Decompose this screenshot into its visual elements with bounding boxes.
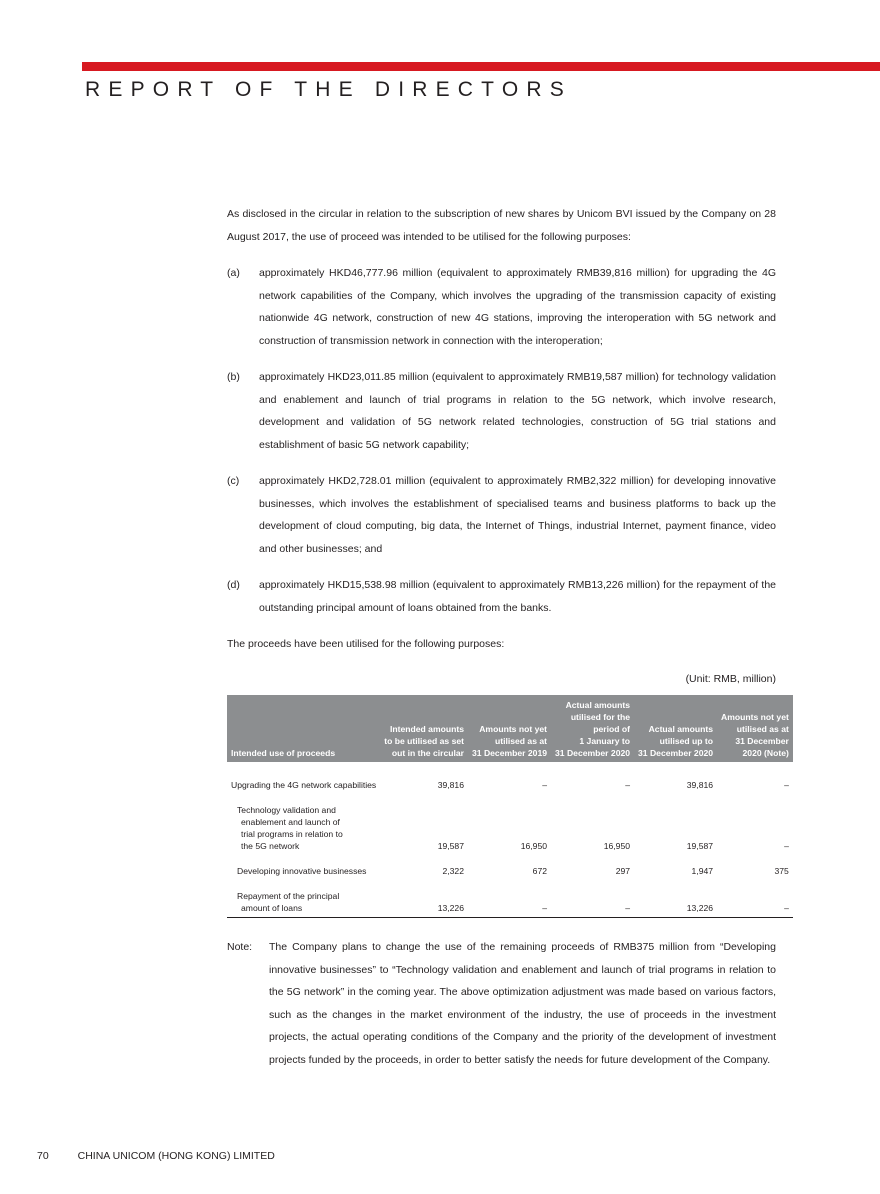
proceeds-table bbox=[227, 695, 793, 918]
purpose-text: approximately HKD15,538.98 million (equivalent to approximately RMB13,226 million) for the repayment of the outstanding principal amount of loans obtained from the banks. bbox=[259, 579, 776, 614]
column-header-not-utilised-2020: Amounts not yet utilised as at 31 December 2020 (Note) bbox=[717, 695, 793, 762]
note-label: Note: bbox=[227, 941, 253, 953]
column-header-utilised-up-to-2020: Actual amounts utilised up to 31 December 2020 bbox=[634, 695, 717, 762]
cell-value: 39,816 bbox=[437, 780, 464, 790]
table-row bbox=[227, 762, 793, 791]
unit-label: (Unit: RMB, million) bbox=[685, 672, 776, 685]
header-accent-bar bbox=[82, 62, 880, 71]
table-row bbox=[227, 852, 793, 877]
cell-value: – bbox=[784, 841, 789, 851]
cell-value: – bbox=[551, 877, 634, 918]
cell-value: 19,587 bbox=[437, 841, 464, 851]
column-header-intended-amounts: Intended amounts to be utilised as set out in the circular bbox=[380, 695, 468, 762]
cell-value: – bbox=[542, 780, 548, 790]
table-row bbox=[227, 877, 793, 918]
row-label: Repayment of the principal amount of loans bbox=[227, 877, 380, 918]
main-content bbox=[227, 203, 789, 1071]
note-block bbox=[227, 936, 776, 1071]
cell-value: 19,587 bbox=[686, 841, 714, 851]
cell-value: 375 bbox=[774, 866, 789, 876]
cell-value: – bbox=[625, 780, 631, 790]
cell-value: 13,226 bbox=[634, 877, 717, 918]
page-number: 70 bbox=[37, 1150, 49, 1162]
cell-value: 16,950 bbox=[520, 841, 548, 851]
purpose-label: (a) bbox=[227, 267, 240, 279]
cell-value: 13,226 bbox=[380, 877, 468, 918]
closing-paragraph: The proceeds have been utilised for the following purposes: bbox=[227, 638, 505, 650]
purpose-item-c bbox=[227, 470, 776, 560]
intro-paragraph: As disclosed in the circular in relation to the subscription of new shares by Unicom BVI issued by the Company on 28 August 2017, the use of proceed was intended to be utilised for the following purposes: bbox=[227, 208, 776, 243]
cell-value: 2,322 bbox=[442, 866, 464, 876]
note-text: The Company plans to change the use of the remaining proceeds of RMB375 million from “Developing innovative businesses” to “Technology validation and enablement and launch of trial programs in relation to the 5G network” in the coming year. The above optimization adjustment was made based on various factors, such as the changes in the market environment of the industry, the use of proceeds in the investment projects, the actual operating conditions of the Company and the priority of the development of investment projects funded by the proceeds, in order to better satisfy the needs for future development of the Company. bbox=[269, 941, 776, 1066]
footer-company-name: CHINA UNICOM (HONG KONG) LIMITED bbox=[77, 1150, 275, 1162]
row-label: Developing innovative businesses bbox=[237, 866, 367, 876]
page-footer bbox=[37, 1150, 275, 1162]
page-title: REPORT OF THE DIRECTORS bbox=[85, 78, 572, 101]
purpose-text: approximately HKD2,728.01 million (equivalent to approximately RMB2,322 million) for developing innovative businesses, which involves the establishment of specialised teams and business platforms to back up the development of cloud computing, big data, the Internet of Things, industrial Internet, payment finance, video and other businesses; and bbox=[259, 475, 776, 555]
purpose-label: (d) bbox=[227, 579, 240, 591]
cell-value: – bbox=[468, 877, 551, 918]
column-header-intended-use: Intended use of proceeds bbox=[227, 695, 380, 762]
row-label: Technology validation and enablement and launch of trial programs in relation to the 5G network bbox=[237, 805, 343, 851]
purpose-label: (b) bbox=[227, 371, 240, 383]
purpose-text: approximately HKD46,777.96 million (equivalent to approximately RMB39,816 million) for upgrading the 4G network capabilities of the Company, which involves the upgrading of the transmission capacity of existing nationwide 4G network, construction of new 4G stations, improving the interoperation with 5G network and construction of transmission network in connection with the interoperation; bbox=[259, 267, 776, 347]
table-row bbox=[227, 791, 793, 852]
table-header-row bbox=[227, 695, 793, 762]
purpose-item-a bbox=[227, 262, 776, 352]
purpose-label: (c) bbox=[227, 475, 240, 487]
purpose-text: approximately HKD23,011.85 million (equivalent to approximately RMB19,587 million) for technology validation and enablement and launch of trial programs in relation to the 5G network, which involve research, development and validation of 5G network related technologies, construction of 5G trial stations and establishment of basic 5G network capability; bbox=[259, 371, 776, 451]
cell-value: 39,816 bbox=[686, 780, 714, 790]
column-header-utilised-2020-period: Actual amounts utilised for the period of 1 January to 31 December 2020 bbox=[551, 695, 634, 762]
cell-value: – bbox=[784, 780, 789, 790]
row-label: Upgrading the 4G network capabilities bbox=[231, 780, 377, 790]
cell-value: 16,950 bbox=[603, 841, 631, 851]
purpose-item-b bbox=[227, 366, 776, 456]
cell-value: 672 bbox=[532, 866, 548, 876]
cell-value: 1,947 bbox=[691, 866, 714, 876]
column-header-not-utilised-2019: Amounts not yet utilised as at 31 December 2019 bbox=[468, 695, 551, 762]
cell-value: – bbox=[717, 877, 793, 918]
purpose-item-d bbox=[227, 574, 776, 619]
cell-value: 297 bbox=[615, 866, 631, 876]
